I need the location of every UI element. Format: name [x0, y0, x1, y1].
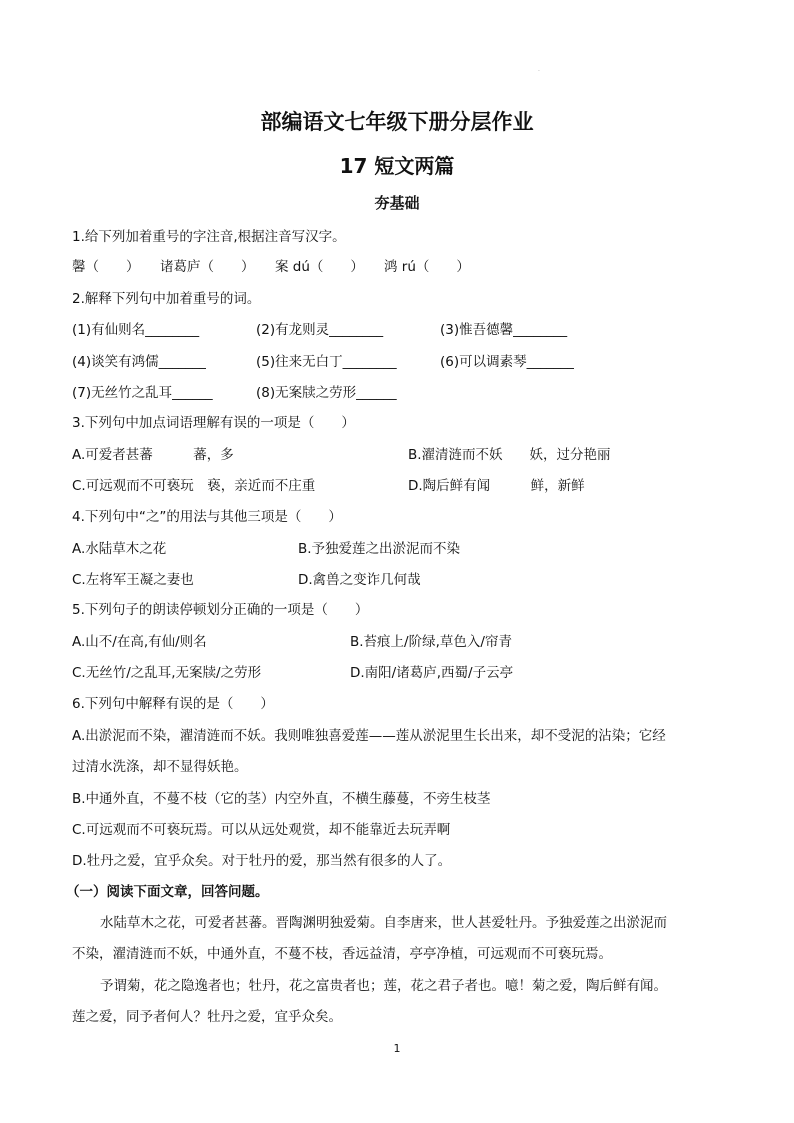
q4-option-b: B.予独爱莲之出淤泥而不染: [298, 541, 461, 557]
lesson-title: 17 短文两篇: [339, 154, 455, 178]
q6-option-a: A.出淤泥而不染，濯清涟而不妖。我则唯独喜爱莲——莲从淤泥里生长出来，却不受泥的沾染；它经: [72, 728, 666, 744]
q1-item: 鸿 rú（ ）: [384, 259, 470, 275]
question-6-stem: 6.下列句中解释有误的是（ ）: [72, 696, 274, 712]
question-4-stem: 4.下列句中“之”的用法与其他三项是（ ）: [72, 509, 342, 525]
passage-paragraph-2: 予谓菊，花之隐逸者也；牡丹，花之富贵者也；莲，花之君子者也。噫！菊之爱，陶后鲜有闻。: [100, 978, 667, 994]
q1-item: 诸葛庐（ ）: [160, 259, 255, 275]
q2-item: (8)无案牍之劳形______: [256, 385, 397, 401]
q2-item: (7)无丝竹之乱耳______: [72, 385, 213, 401]
q5-option-b: B.苔痕上/阶绿,草色入/帘青: [350, 634, 512, 650]
q4-option-a: A.水陆草木之花: [72, 541, 167, 557]
question-1-stem: 1.给下列加着重号的字注音,根据注音写汉字。: [72, 229, 346, 245]
q5-option-a: A.山不/在高,有仙/则名: [72, 634, 207, 650]
page-number: 1: [393, 1042, 401, 1055]
q3-option-d: D.陶后鲜有闻 鲜，新鲜: [408, 478, 585, 494]
q6-option-a-continued: 过清水洗涤，却不显得妖艳。: [72, 759, 248, 775]
decorative-dot: .: [538, 66, 540, 73]
q1-item: 案 dú（ ）: [275, 259, 364, 275]
q2-item: (2)有龙则灵________: [256, 322, 384, 338]
q3-option-a: A.可爱者甚蕃 蕃，多: [72, 447, 234, 463]
document-title: 部编语文七年级下册分层作业: [260, 110, 534, 134]
section-heading: 夯基础: [374, 194, 420, 212]
q5-option-c: C.无丝竹/之乱耳,无案牍/之劳形: [72, 665, 262, 681]
question-2-stem: 2.解释下列句中加着重号的词。: [72, 291, 261, 307]
passage-paragraph-1-continued: 不染，濯清涟而不妖，中通外直，不蔓不枝，香远益清，亭亭净植，可远观而不可亵玩焉。: [72, 946, 612, 962]
q2-item: (1)有仙则名________: [72, 322, 200, 338]
q4-option-c: C.左将军王凝之妻也: [72, 572, 194, 588]
q6-option-c: C.可远观而不可亵玩焉。可以从远处观赏，却不能靠近去玩弄啊: [72, 822, 451, 838]
q1-item: 馨（ ）: [72, 259, 140, 275]
question-3-stem: 3.下列句中加点词语理解有误的一项是（ ）: [72, 415, 355, 431]
q2-item: (3)惟吾德馨________: [440, 322, 568, 338]
passage-paragraph-2-continued: 莲之爱，同予者何人？牡丹之爱，宜乎众矣。: [72, 1009, 342, 1025]
q6-option-b: B.中通外直，不蔓不枝（它的茎）内空外直，不横生藤蔓，不旁生枝茎: [72, 791, 491, 807]
passage-paragraph-1: 水陆草木之花，可爱者甚蕃。晋陶渊明独爱菊。自李唐来，世人甚爱牡丹。予独爱莲之出淤泥而: [100, 915, 667, 931]
q6-option-d: D.牡丹之爱，宜乎众矣。对于牡丹的爱，那当然有很多的人了。: [72, 853, 452, 869]
question-5-stem: 5.下列句子的朗读停顿划分正确的一项是（ ）: [72, 602, 369, 618]
q3-option-c: C.可远观而不可亵玩 亵，亲近而不庄重: [72, 478, 316, 494]
q2-item: (4)谈笑有鸿儒_______: [72, 354, 206, 370]
q4-option-d: D.禽兽之变诈几何哉: [298, 572, 421, 588]
q5-option-d: D.南阳/诸葛庐,西蜀/子云亭: [350, 665, 514, 681]
reading-heading: （一）阅读下面文章，回答问题。: [66, 884, 269, 900]
q2-item: (6)可以调素琴_______: [440, 354, 574, 370]
q3-option-b: B.濯清涟而不妖 妖，过分艳丽: [408, 447, 611, 463]
q2-item: (5)往来无白丁________: [256, 354, 397, 370]
